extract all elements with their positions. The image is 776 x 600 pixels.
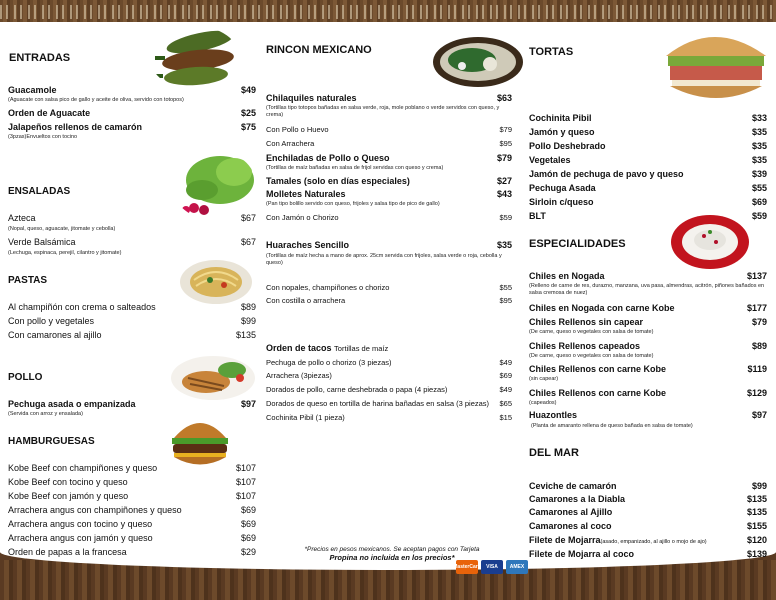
item-price: $155 (746, 521, 767, 531)
menu-item (529, 182, 767, 194)
item-description: (Aguacate con salsa pico de gallo y aceite de oliva, servido con totopos) (8, 97, 184, 103)
menu-item (8, 398, 256, 410)
menu-item (8, 546, 256, 558)
ensaladas-heading: ENSALADAS (8, 186, 71, 197)
menu-item (529, 534, 767, 548)
item-note: (asado, empanizado, al ajillo o mojo de ajo) (600, 539, 707, 545)
item-description: (De carne, queso o vegetales con salsa de tomate) (529, 353, 654, 359)
item-price: $95 (499, 139, 512, 148)
item-price: $120 (746, 535, 767, 545)
item-price: $97 (240, 399, 256, 409)
item-name: Cochinita Pibil (1 pieza) (266, 413, 345, 422)
item-name: Sirloin c/queso (529, 197, 594, 207)
tacos-title: Orden de tacos (266, 343, 332, 353)
item-name: Molletes Naturales (266, 189, 346, 199)
salad-image (172, 150, 256, 220)
item-name: Pollo Deshebrado (529, 141, 606, 151)
menu-item (529, 168, 767, 180)
item-price: $35 (496, 240, 512, 250)
menu-item (266, 398, 512, 410)
item-name: Huazontles (529, 410, 578, 420)
item-price: $89 (751, 341, 767, 351)
menu-item (8, 121, 256, 133)
menu-item (8, 476, 256, 488)
item-price: $69 (240, 519, 256, 529)
item-description: (Servida con arroz y ensalada) (8, 411, 83, 417)
item-name: Con costilla o arrachera (266, 296, 346, 305)
item-name: Dorados de queso en tortilla de harina bañadas en salsa (3 piezas) (266, 399, 490, 408)
item-name: Con Arrachera (266, 139, 315, 148)
menu-item (529, 506, 767, 518)
item-name: Al champiñón con crema o salteados (8, 302, 156, 312)
item-description: (Pan tipo bolillo servido con queso, frijoles y salsa tipo de pico de gallo) (266, 201, 440, 207)
item-price: $49 (499, 385, 512, 394)
item-description: (Tortillas de maíz bañadas en salsa de frijol servidas con queso y crema) (266, 165, 444, 171)
item-name-with-note (529, 534, 707, 548)
chiles-en-nogada-image (670, 214, 750, 270)
menu-item (529, 480, 767, 492)
item-price: $49 (499, 358, 512, 367)
item-name: Chiles Rellenos con carne Kobe (529, 388, 667, 398)
menu-item (266, 124, 512, 136)
item-name: Arrachera angus con jamón y queso (8, 533, 153, 543)
item-name: Chiles Rellenos sin capear (529, 317, 644, 327)
menu-item (266, 295, 512, 307)
item-description: (capeados) (529, 400, 557, 406)
menu-item (529, 140, 767, 152)
item-name: Arrachera angus con tocino y queso (8, 519, 153, 529)
item-price: $67 (240, 237, 256, 247)
menu-item (529, 548, 767, 560)
menu-item (266, 370, 512, 382)
item-price: $67 (240, 213, 256, 223)
greek-border (0, 5, 776, 19)
item-name: Guacamole (8, 85, 57, 95)
menu-item (529, 493, 767, 505)
tacos-subtitle: Tortillas de maíz (334, 344, 389, 353)
item-price: $27 (496, 176, 512, 186)
menu-item (8, 532, 256, 544)
menu-item (529, 270, 767, 282)
item-name: Verde Balsámica (8, 237, 76, 247)
menu-item (529, 126, 767, 138)
item-price: $69 (499, 371, 512, 380)
menu-item (8, 212, 256, 224)
item-name: Tamales (solo en días especiales) (266, 176, 410, 186)
item-price: $39 (751, 169, 767, 179)
item-name: Ceviche de camarón (529, 481, 617, 491)
menu-item (529, 340, 767, 352)
menu-item (529, 196, 767, 208)
rincon-mexicano-heading: RINCON MEXICANO (266, 44, 372, 56)
item-name: Chiles en Nogada (529, 271, 605, 281)
item-price: $75 (240, 122, 256, 132)
item-price: $95 (499, 296, 512, 305)
item-name: Chiles en Nogada con carne Kobe (529, 303, 675, 313)
item-price: $79 (496, 153, 512, 163)
item-price: $35 (751, 141, 767, 151)
menu-item (8, 462, 256, 474)
del-mar-heading: DEL MAR (529, 447, 579, 459)
pastas-heading: PASTAS (8, 275, 48, 286)
tip-note: Propina no incluida en los precios* (329, 553, 455, 562)
item-price: $25 (240, 108, 256, 118)
item-name: Arrachera angus con champiñones y queso (8, 505, 182, 515)
wood-header (0, 0, 776, 24)
menu-item (8, 490, 256, 502)
item-name: Camarones a la Diabla (529, 494, 626, 504)
item-name: Orden de papas a la francesa (8, 547, 127, 557)
item-price: $55 (499, 283, 512, 292)
item-price: $59 (751, 211, 767, 221)
item-price: $129 (746, 388, 767, 398)
menu-item (266, 175, 512, 187)
item-name: Jamón y queso (529, 127, 595, 137)
item-name: Orden de Aguacate (8, 108, 91, 118)
item-price: $135 (746, 494, 767, 504)
item-description: (Planta de amaranto rellena de queso bañada en salsa de tomate) (531, 423, 693, 429)
item-price: $63 (496, 93, 512, 103)
item-price: $69 (751, 197, 767, 207)
chilaquiles-image (432, 36, 524, 88)
item-price: $135 (746, 507, 767, 517)
menu-item (529, 316, 767, 328)
item-name: Con camarones al ajillo (8, 330, 102, 340)
item-description: (sin capear) (529, 376, 559, 382)
menu-item (529, 302, 767, 314)
item-price: $107 (235, 477, 256, 487)
item-price: $107 (235, 463, 256, 473)
item-price: $79 (499, 125, 512, 134)
stuffed-jalapenos-image (150, 26, 240, 90)
item-name: Kobe Beef con jamón y queso (8, 491, 129, 501)
menu-item (266, 152, 512, 164)
pasta-image (178, 258, 254, 306)
menu-item (266, 188, 512, 200)
item-price: $65 (499, 399, 512, 408)
item-name: Con Jamón o Chorizo (266, 213, 339, 222)
item-name: BLT (529, 211, 546, 221)
menu-item (8, 301, 256, 313)
menu-item (529, 520, 767, 532)
menu-item (266, 412, 512, 424)
item-price: $99 (240, 316, 256, 326)
menu-item (266, 384, 512, 396)
item-name: Huaraches Sencillo (266, 240, 350, 250)
pollo-heading: POLLO (8, 372, 43, 383)
tacos-heading (266, 343, 388, 353)
item-description: (Tortillas de maíz hecha a mano de aprox. 25cm servida con frijoles, salsa verde o roja, cebolla y queso) (266, 253, 502, 266)
item-price: $43 (496, 189, 512, 199)
item-description: (Nopal, queso, aguacate, jitomate y cebolla) (8, 226, 116, 232)
item-name: Dorados de pollo, carne deshebrada o papa (4 piezas) (266, 385, 448, 394)
menu-item (529, 112, 767, 124)
item-price: $139 (746, 549, 767, 559)
item-price: $135 (235, 330, 256, 340)
item-name: Camarones al coco (529, 521, 612, 531)
item-price: $89 (240, 302, 256, 312)
item-price: $119 (747, 364, 767, 374)
item-name: Pechuga asada o empanizada (8, 399, 136, 409)
item-price: $49 (240, 85, 256, 95)
menu-item (8, 84, 256, 96)
amex-logo: AMEX (506, 560, 528, 574)
item-price: $99 (751, 481, 767, 491)
tortas-heading: TORTAS (529, 46, 574, 58)
item-name: Enchiladas de Pollo o Queso (266, 153, 390, 163)
item-description: (Tortillas tipo totopos bañadas en salsa verde, roja, mole poblano o verde servidos con queso, y crema) (266, 105, 500, 118)
item-price: $177 (746, 303, 767, 313)
item-name: Cochinita Pibil (529, 113, 592, 123)
menu-item (8, 236, 256, 248)
item-name: Jamón de pechuga de pavo y queso (529, 169, 684, 179)
menu-item (266, 138, 512, 150)
menu-item (529, 387, 767, 399)
item-name: Camarones al Ajillo (529, 507, 613, 517)
item-name: Filete de Mojarra al coco (529, 549, 635, 559)
item-name: Azteca (8, 213, 36, 223)
item-name: Chiles Rellenos con carne Kobe (529, 364, 667, 374)
especialidades-heading: ESPECIALIDADES (529, 238, 626, 250)
menu-item (266, 282, 512, 294)
item-price: $69 (240, 533, 256, 543)
item-price: $29 (240, 547, 256, 557)
item-name: Con nopales, champiñones o chorizo (266, 283, 390, 292)
menu-item (266, 92, 512, 104)
item-name: Arrachera (3piezas) (266, 371, 332, 380)
item-name: Jalapeños rellenos de camarón (8, 122, 143, 132)
item-name: Vegetales (529, 155, 571, 165)
item-price: $107 (235, 491, 256, 501)
item-price: $55 (751, 183, 767, 193)
menu-item (8, 504, 256, 516)
mastercard-logo: MasterCard (456, 560, 478, 574)
menu-item (8, 329, 256, 341)
item-price: $59 (499, 213, 512, 222)
item-description: (Lechuga, espinaca, perejil, cilantro y jitomate) (8, 250, 122, 256)
menu-item (266, 239, 512, 251)
item-name: Pechuga Asada (529, 183, 596, 193)
menu-item (8, 315, 256, 327)
item-name: Kobe Beef con tocino y queso (8, 477, 128, 487)
menu-item (266, 212, 512, 224)
item-price: $15 (499, 413, 512, 422)
item-price: $137 (746, 271, 767, 281)
item-name: Chiles Rellenos capeados (529, 341, 641, 351)
menu-item (8, 518, 256, 530)
item-name: Chilaquiles naturales (266, 93, 357, 103)
item-name: Con Pollo o Huevo (266, 125, 329, 134)
entradas-heading: ENTRADAS (9, 52, 71, 64)
payment-note: *Precios en pesos mexicanos. Se aceptan pagos con Tarjeta (304, 546, 480, 553)
item-price: $97 (751, 410, 767, 420)
menu-item (8, 107, 256, 119)
item-description: (3pzas)Envueltos con tocino (8, 134, 78, 140)
torta-image (662, 24, 768, 106)
item-name: Filete de Mojarra (529, 535, 601, 545)
item-price: $79 (751, 317, 767, 327)
grilled-chicken-image (170, 352, 256, 402)
item-price: $35 (751, 155, 767, 165)
item-description: (De carne, queso o vegetales con salsa de tomate) (529, 329, 654, 335)
menu-item (529, 409, 767, 421)
menu-item (529, 154, 767, 166)
item-price: $69 (240, 505, 256, 515)
item-name: Pechuga de pollo o chorizo (3 piezas) (266, 358, 392, 367)
item-name: Con pollo y vegetales (8, 316, 95, 326)
menu-item (266, 357, 512, 369)
visa-logo: VISA (481, 560, 503, 574)
item-price: $33 (751, 113, 767, 123)
item-price: $35 (751, 127, 767, 137)
menu-item (529, 363, 767, 375)
item-description: (Relleno de carne de res, durazno, manzana, uva pasa, almendras, acitrón, piñones bañados en salsa cremosa de nuez) (529, 283, 765, 296)
hamburguesas-heading: HAMBURGUESAS (8, 436, 95, 447)
item-name: Kobe Beef con champiñones y queso (8, 463, 158, 473)
